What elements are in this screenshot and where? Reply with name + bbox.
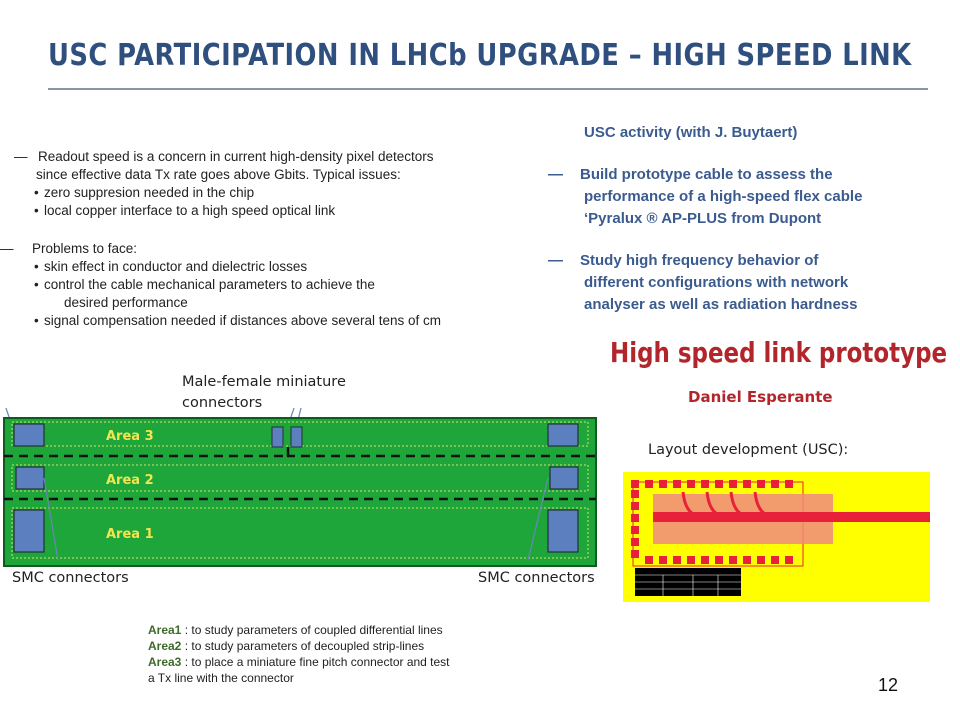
dash-bullet: — — [548, 252, 563, 269]
activity-item-2 — [548, 250, 948, 272]
activity-1-line-3: ‘Pyralux ® AP-PLUS from Dupont — [584, 210, 822, 227]
area-2-label: Area 2 — [106, 473, 154, 488]
connector-callout-line-2: connectors — [182, 395, 263, 411]
issue-bullet-1: • zero suppresion needed in the chip — [14, 184, 554, 202]
smc-pad — [14, 424, 44, 446]
dash-bullet: — — [0, 241, 14, 256]
title-divider — [48, 88, 928, 90]
note-line — [148, 654, 538, 670]
miniature-connector-male — [272, 427, 283, 447]
area-1-label: Area 1 — [106, 527, 154, 542]
smc-pad — [16, 467, 44, 489]
smc-connectors-label-right: SMC connectors — [478, 570, 595, 586]
paragraph-problems — [0, 240, 554, 330]
area-3-label: Area 3 — [106, 429, 154, 444]
note-line — [148, 622, 538, 638]
activity-2-line-2: different configurations with network — [584, 274, 849, 291]
note-text: : to study parameters of decoupled strip-lines — [181, 639, 425, 653]
smc-connectors-label-left: SMC connectors — [12, 570, 129, 586]
area-notes — [148, 622, 538, 686]
smc-pad — [550, 467, 578, 489]
problem-bullet-1: • skin effect in conductor and dielectric losses — [14, 258, 554, 276]
activity-2-line-3: analyser as well as radiation hardness — [584, 296, 858, 313]
author-name: Daniel Esperante — [688, 388, 833, 406]
problem-bullet-3: • signal compensation needed if distances above several tens of cm — [14, 312, 554, 330]
pcb-layout-image — [623, 472, 930, 602]
slide-title: USC PARTICIPATION IN LHCb UPGRADE – HIGH SPEED LINK — [48, 38, 912, 73]
prototype-board-diagram — [0, 408, 610, 578]
note-text: a Tx line with the connector — [148, 671, 294, 685]
note-key: Area3 — [148, 655, 182, 669]
connector-callout-line-1: Male-female miniature — [182, 374, 346, 390]
smc-pad — [14, 510, 44, 552]
right-text-block — [548, 122, 948, 316]
problems-heading: Problems to face: — [32, 241, 138, 256]
note-key: Area2 — [148, 639, 182, 653]
page-number: 12 — [878, 675, 899, 695]
usc-activity-heading: USC activity (with J. Buytaert) — [584, 124, 798, 141]
paragraph-readout — [14, 148, 554, 220]
smc-pad — [548, 510, 578, 552]
readout-line-2: since effective data Tx rate goes above Gbits. Typical issues: — [36, 167, 401, 182]
activity-item-1 — [548, 164, 948, 186]
activity-1-line-2: performance of a high-speed flex cable — [584, 188, 863, 205]
note-key: Area1 — [148, 623, 182, 637]
note-text: : to study parameters of coupled differential lines — [181, 623, 443, 637]
miniature-connector-female — [291, 427, 302, 447]
problem-bullet-2: • control the cable mechanical parameters to achieve the — [14, 276, 554, 294]
issue-bullet-2: • local copper interface to a high speed optical link — [14, 202, 554, 220]
activity-1-line-1: Build prototype cable to assess the — [580, 166, 833, 183]
problem-bullet-2-cont: desired performance — [64, 295, 188, 310]
note-line — [148, 670, 538, 686]
dash-bullet: — — [14, 149, 28, 164]
prototype-title: High speed link prototype — [610, 336, 948, 369]
activity-2-line-1: Study high frequency behavior of — [580, 252, 819, 269]
left-text-block — [0, 148, 554, 330]
note-text: : to place a miniature fine pitch connector and test — [181, 655, 450, 669]
smc-pad — [548, 424, 578, 446]
layout-development-label: Layout development (USC): — [648, 442, 849, 458]
dash-bullet: — — [548, 166, 563, 183]
readout-line-1: Readout speed is a concern in current high-density pixel detectors — [38, 149, 434, 164]
note-line — [148, 638, 538, 654]
